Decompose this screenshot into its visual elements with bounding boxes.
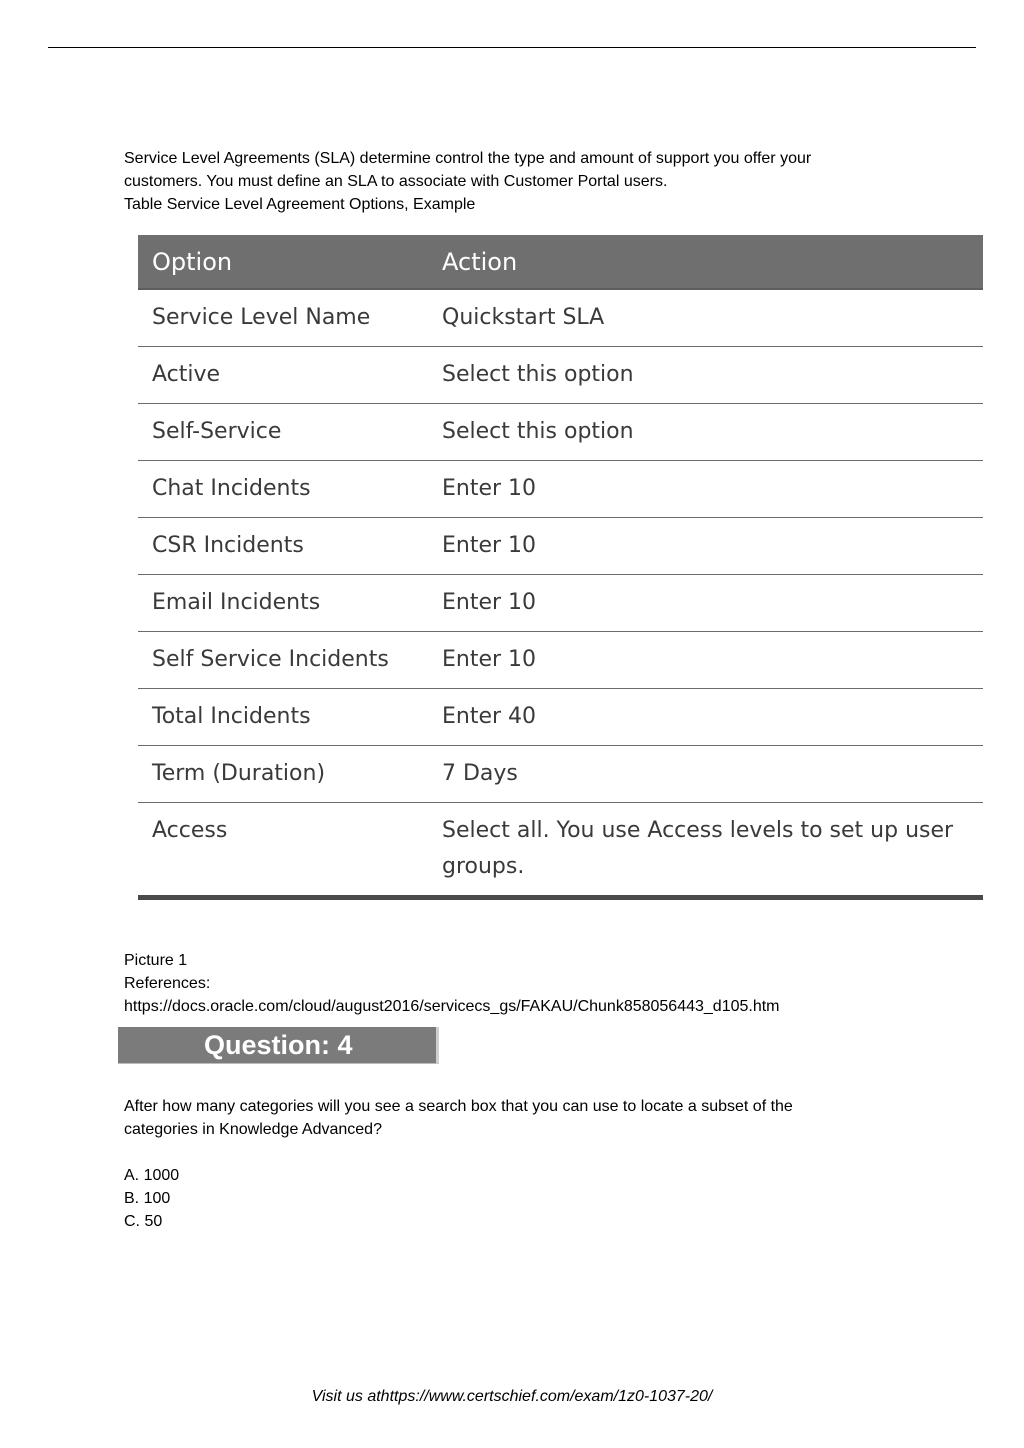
table-row — [138, 575, 983, 632]
option-cell: Term (Duration) — [138, 746, 428, 803]
option-cell: CSR Incidents — [138, 518, 428, 575]
question-text-line-1: After how many categories will you see a search box that you can use to locate a subset of the — [124, 1098, 793, 1115]
option-cell: Access — [138, 803, 428, 898]
table-row — [138, 461, 983, 518]
picture-label: Picture 1 — [124, 952, 188, 969]
option-cell: Email Incidents — [138, 575, 428, 632]
action-cell: Enter 10 — [428, 632, 983, 689]
table-header-row — [138, 235, 983, 289]
intro-paragraph-line-1: Service Level Agreements (SLA) determine control the type and amount of support you offer your — [124, 150, 812, 167]
action-cell: Enter 10 — [428, 575, 983, 632]
action-cell: Select this option — [428, 404, 983, 461]
references-label: References: — [124, 975, 211, 992]
option-cell: Service Level Name — [138, 289, 428, 347]
table-row — [138, 518, 983, 575]
question-title: Question: 4 — [204, 1030, 353, 1060]
table-row — [138, 289, 983, 347]
intro-paragraph-line-2: customers. You must define an SLA to associate with Customer Portal users. — [124, 173, 668, 190]
answer-option-c: C. 50 — [124, 1213, 163, 1230]
option-cell: Self-Service — [138, 404, 428, 461]
answer-option-b: B. 100 — [124, 1190, 171, 1207]
action-cell: Quickstart SLA — [428, 289, 983, 347]
action-cell: Enter 40 — [428, 689, 983, 746]
question-banner — [118, 1027, 439, 1064]
header-rule — [48, 47, 976, 48]
action-cell: 7 Days — [428, 746, 983, 803]
table-row — [138, 347, 983, 404]
action-cell: Enter 10 — [428, 518, 983, 575]
table-caption: Table Service Level Agreement Options, Example — [124, 196, 476, 213]
table-row — [138, 632, 983, 689]
option-cell: Total Incidents — [138, 689, 428, 746]
footer-visit-link[interactable]: Visit us athttps://www.certschief.com/exam/1z0-1037-20/ — [311, 1388, 713, 1405]
column-header-action: Action — [428, 235, 983, 289]
answer-option-a: A. 1000 — [124, 1167, 180, 1184]
question-text-line-2: categories in Knowledge Advanced? — [124, 1121, 382, 1138]
table-row — [138, 803, 983, 898]
action-cell: Select all. You use Access levels to set up user groups. — [428, 803, 983, 898]
column-header-option: Option — [138, 235, 428, 289]
action-cell: Select this option — [428, 347, 983, 404]
table-row — [138, 689, 983, 746]
reference-link[interactable]: https://docs.oracle.com/cloud/august2016/servicecs_gs/FAKAU/Chunk858056443_d105.htm — [124, 998, 780, 1015]
question-text — [124, 1095, 928, 1141]
option-cell: Self Service Incidents — [138, 632, 428, 689]
table-row — [138, 746, 983, 803]
intro-paragraph — [124, 147, 928, 193]
sla-options-table — [138, 235, 983, 900]
action-cell: Enter 10 — [428, 461, 983, 518]
option-cell: Active — [138, 347, 428, 404]
option-cell: Chat Incidents — [138, 461, 428, 518]
table-row — [138, 404, 983, 461]
